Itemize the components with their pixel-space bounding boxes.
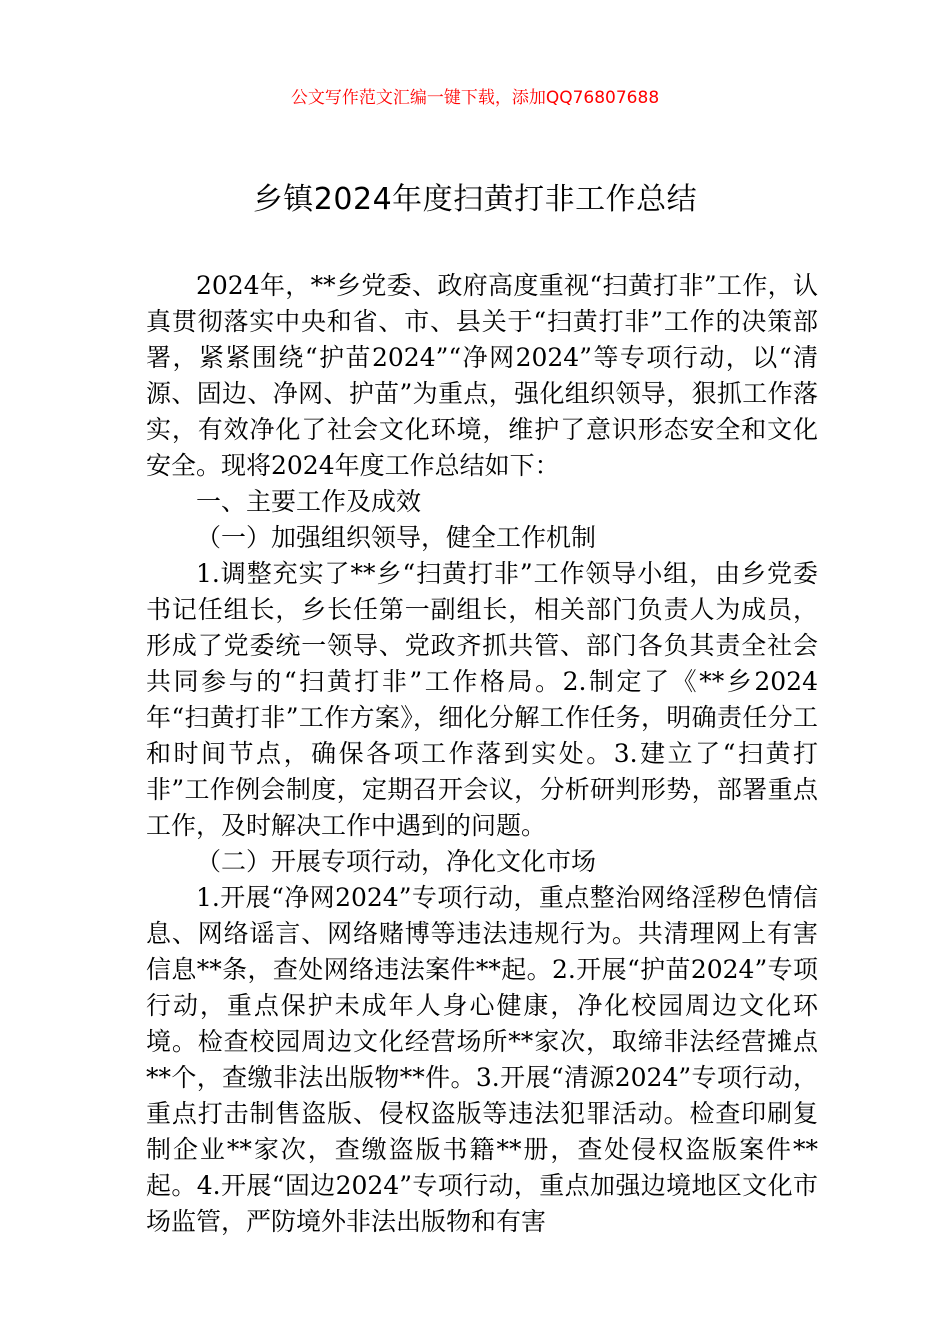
subsection-heading-1: （一）加强组织领导，健全工作机制 <box>196 523 597 552</box>
section-heading: 一、主要工作及成效 <box>196 487 422 516</box>
intro-paragraph: 2024年，**乡党委、政府高度重视“扫黄打非”工作，认真贯彻落实中央和省、市、县关于“扫黄打非”工作的决策部署，紧紧围绕“护苗2024”“净网2024”等专项行动，以“清源、固边、净网、护苗”为重点，强化组织领导，狠抓工作落实，有效净化了社会文化环境，维护了意识形态安全和文化安全。现将2024年度工作总结如下： <box>146 271 818 480</box>
download-promo-note: 公文写作范文汇编一键下载，添加QQ76807688 <box>290 88 660 108</box>
subsection-1-paragraph: 1.调整充实了**乡“扫黄打非”工作领导小组，由乡党委书记任组长，乡长任第一副组长，相关部门负责人为成员，形成了党委统一领导、党政齐抓共管、部门各负其责全社会共同参与的“扫黄打非”工作格局。2.制定了《**乡2024年“扫黄打非”工作方案》，细化分解工作任务，明确责任分工和时间节点，确保各项工作落到实处。3.建立了“扫黄打非”工作例会制度，定期召开会议，分析研判形势，部署重点工作，及时解决工作中遇到的问题。 <box>146 559 818 840</box>
document-title: 乡镇2024年度扫黄打非工作总结 <box>252 182 698 217</box>
subsection-heading-2: （二）开展专项行动，净化文化市场 <box>196 847 597 876</box>
subsection-2-paragraph: 1.开展“净网2024”专项行动，重点整治网络淫秽色情信息、网络谣言、网络赌博等违法违规行为。共清理网上有害信息**条，查处网络违法案件**起。2.开展“护苗2024”专项行动，重点保护未成年人身心健康，净化校园周边文化环境。检查校园周边文化经营场所**家次，取缔非法经营摊点**个，查缴非法出版物**件。3.开展“清源2024”专项行动，重点打击制售盗版、侵权盗版等违法犯罪活动。检查印刷复制企业**家次，查缴盗版书籍**册，查处侵权盗版案件**起。4.开展“固边2024”专项行动，重点加强边境地区文化市场监管，严防境外非法出版物和有害 <box>146 883 818 1236</box>
document-body <box>146 268 818 1240</box>
